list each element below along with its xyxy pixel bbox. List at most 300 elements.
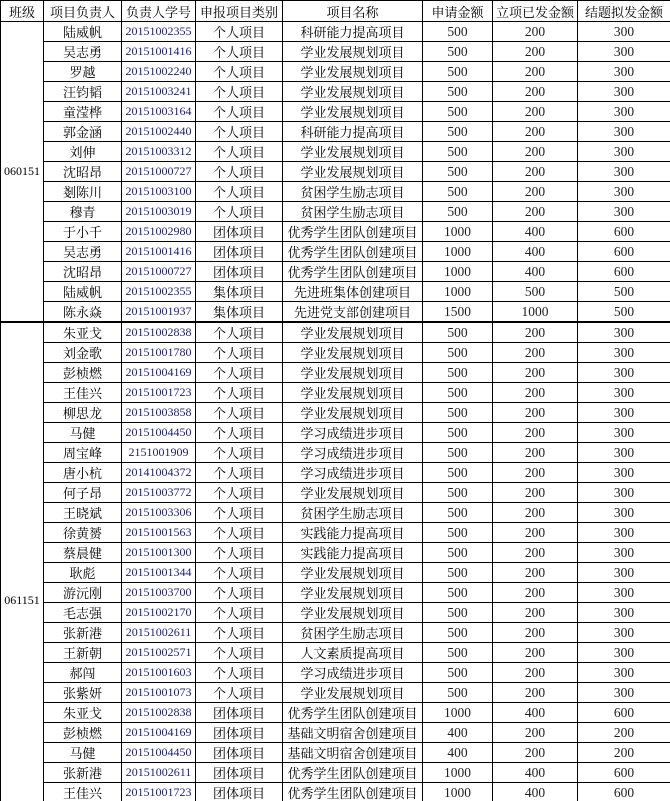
student-id-cell: 20151001723	[122, 783, 196, 801]
issued-amount-cell: 200	[493, 603, 578, 623]
table-row	[1, 162, 670, 182]
issued-amount-cell: 200	[493, 42, 578, 62]
final-amount-cell: 300	[578, 62, 670, 82]
category-cell: 个人项目	[196, 523, 283, 543]
final-amount-cell: 300	[578, 523, 670, 543]
project-name-cell: 优秀学生团队创建项目	[283, 242, 423, 262]
project-name-cell: 实践能力提高项目	[283, 543, 423, 563]
issued-amount-cell: 200	[493, 142, 578, 162]
student-id-cell: 20151004450	[122, 423, 196, 443]
student-id-cell: 20151001073	[122, 683, 196, 703]
applied-amount-cell: 500	[423, 403, 493, 423]
table-row	[1, 102, 670, 122]
applied-amount-cell: 500	[423, 82, 493, 102]
issued-amount-cell: 200	[493, 122, 578, 142]
issued-amount-cell: 500	[493, 282, 578, 302]
applied-amount-cell: 500	[423, 363, 493, 383]
applied-amount-cell: 500	[423, 463, 493, 483]
final-amount-cell: 300	[578, 142, 670, 162]
table-row	[1, 363, 670, 383]
category-cell: 个人项目	[196, 142, 283, 162]
table-row	[1, 62, 670, 82]
project-name-cell: 学业发展规划项目	[283, 683, 423, 703]
project-name-cell: 贫困学生励志项目	[283, 503, 423, 523]
final-amount-cell: 300	[578, 603, 670, 623]
applied-amount-cell: 1000	[423, 703, 493, 723]
project-name-cell: 学业发展规划项目	[283, 403, 423, 423]
leader-name-cell: 蔡晨健	[44, 543, 122, 563]
project-name-cell: 学习成绩进步项目	[283, 463, 423, 483]
category-cell: 个人项目	[196, 42, 283, 62]
leader-name-cell: 沈昭昂	[44, 162, 122, 182]
project-name-cell: 优秀学生团队创建项目	[283, 222, 423, 242]
issued-amount-cell: 200	[493, 383, 578, 403]
final-amount-cell: 300	[578, 343, 670, 363]
applied-amount-cell: 500	[423, 523, 493, 543]
applied-amount-cell: 1000	[423, 262, 493, 282]
applied-amount-cell: 1000	[423, 242, 493, 262]
applied-amount-cell: 500	[423, 122, 493, 142]
final-amount-cell: 200	[578, 743, 670, 763]
student-id-cell: 20151003858	[122, 403, 196, 423]
leader-name-cell: 陆威帆	[44, 282, 122, 302]
category-cell: 个人项目	[196, 62, 283, 82]
leader-name-cell: 张新港	[44, 763, 122, 783]
column-header-issued: 立项已发金额	[493, 1, 578, 22]
leader-name-cell: 朱亚戈	[44, 703, 122, 723]
applied-amount-cell: 500	[423, 62, 493, 82]
table-row	[1, 322, 670, 343]
issued-amount-cell: 200	[493, 623, 578, 643]
leader-name-cell: 徐黄赟	[44, 523, 122, 543]
final-amount-cell: 600	[578, 703, 670, 723]
final-amount-cell: 300	[578, 423, 670, 443]
leader-name-cell: 毛志强	[44, 603, 122, 623]
project-name-cell: 学业发展规划项目	[283, 142, 423, 162]
category-cell: 个人项目	[196, 443, 283, 463]
issued-amount-cell: 400	[493, 262, 578, 282]
category-cell: 团体项目	[196, 222, 283, 242]
category-cell: 个人项目	[196, 643, 283, 663]
category-cell: 个人项目	[196, 182, 283, 202]
final-amount-cell: 300	[578, 403, 670, 423]
issued-amount-cell: 400	[493, 703, 578, 723]
final-amount-cell: 300	[578, 643, 670, 663]
table-row	[1, 523, 670, 543]
student-id-cell: 20151003100	[122, 182, 196, 202]
table-row	[1, 42, 670, 62]
project-name-cell: 优秀学生团队创建项目	[283, 703, 423, 723]
category-cell: 个人项目	[196, 623, 283, 643]
final-amount-cell: 600	[578, 222, 670, 242]
issued-amount-cell: 400	[493, 222, 578, 242]
project-name-cell: 学业发展规划项目	[283, 62, 423, 82]
final-amount-cell: 300	[578, 563, 670, 583]
column-header-applied: 申请金额	[423, 1, 493, 22]
applied-amount-cell: 500	[423, 22, 493, 42]
project-name-cell: 学业发展规划项目	[283, 563, 423, 583]
applied-amount-cell: 500	[423, 583, 493, 603]
project-name-cell: 学业发展规划项目	[283, 383, 423, 403]
project-name-cell: 科研能力提高项目	[283, 22, 423, 42]
leader-name-cell: 郭金涵	[44, 122, 122, 142]
category-cell: 个人项目	[196, 102, 283, 122]
student-id-cell: 20151001780	[122, 343, 196, 363]
category-cell: 个人项目	[196, 463, 283, 483]
student-id-cell: 20151000727	[122, 162, 196, 182]
table-row	[1, 703, 670, 723]
table-row	[1, 182, 670, 202]
leader-name-cell: 张紫妍	[44, 683, 122, 703]
project-name-cell: 学业发展规划项目	[283, 102, 423, 122]
final-amount-cell: 300	[578, 463, 670, 483]
final-amount-cell: 200	[578, 723, 670, 743]
category-cell: 个人项目	[196, 663, 283, 683]
project-name-cell: 学习成绩进步项目	[283, 423, 423, 443]
applied-amount-cell: 1000	[423, 763, 493, 783]
applied-amount-cell: 500	[423, 643, 493, 663]
table-row	[1, 142, 670, 162]
leader-name-cell: 穆青	[44, 202, 122, 222]
issued-amount-cell: 200	[493, 663, 578, 683]
category-cell: 个人项目	[196, 82, 283, 102]
issued-amount-cell: 200	[493, 483, 578, 503]
leader-name-cell: 马健	[44, 423, 122, 443]
project-name-cell: 学业发展规划项目	[283, 82, 423, 102]
leader-name-cell: 何子昂	[44, 483, 122, 503]
issued-amount-cell: 200	[493, 423, 578, 443]
table-row	[1, 663, 670, 683]
final-amount-cell: 600	[578, 242, 670, 262]
leader-name-cell: 童滢桦	[44, 102, 122, 122]
final-amount-cell: 300	[578, 683, 670, 703]
applied-amount-cell: 500	[423, 322, 493, 343]
student-id-cell: 20151003700	[122, 583, 196, 603]
leader-name-cell: 彭桢燃	[44, 723, 122, 743]
issued-amount-cell: 200	[493, 683, 578, 703]
table-row	[1, 262, 670, 282]
class-id-label: 061151	[4, 593, 40, 607]
student-id-cell: 20151001344	[122, 563, 196, 583]
project-name-cell: 贫困学生励志项目	[283, 623, 423, 643]
leader-name-cell: 剗陈川	[44, 182, 122, 202]
issued-amount-cell: 200	[493, 723, 578, 743]
category-cell: 个人项目	[196, 343, 283, 363]
table-row	[1, 563, 670, 583]
leader-name-cell: 马健	[44, 743, 122, 763]
table-row	[1, 483, 670, 503]
student-id-cell: 20151002170	[122, 603, 196, 623]
issued-amount-cell: 200	[493, 543, 578, 563]
student-id-cell: 20151003164	[122, 102, 196, 122]
project-name-cell: 学习成绩进步项目	[283, 663, 423, 683]
issued-amount-cell: 200	[493, 363, 578, 383]
issued-amount-cell: 200	[493, 322, 578, 343]
table-row	[1, 22, 670, 42]
applied-amount-cell: 500	[423, 503, 493, 523]
student-id-cell: 20151003312	[122, 142, 196, 162]
category-cell: 团体项目	[196, 743, 283, 763]
final-amount-cell: 300	[578, 202, 670, 222]
issued-amount-cell: 400	[493, 763, 578, 783]
applied-amount-cell: 1500	[423, 302, 493, 323]
final-amount-cell: 300	[578, 543, 670, 563]
final-amount-cell: 600	[578, 763, 670, 783]
leader-name-cell: 陆威帆	[44, 22, 122, 42]
applied-amount-cell: 500	[423, 543, 493, 563]
header-row	[1, 1, 670, 22]
category-cell: 个人项目	[196, 322, 283, 343]
applied-amount-cell: 500	[423, 683, 493, 703]
project-name-cell: 贫困学生励志项目	[283, 182, 423, 202]
table-row	[1, 723, 670, 743]
category-cell: 个人项目	[196, 483, 283, 503]
category-cell: 个人项目	[196, 563, 283, 583]
applied-amount-cell: 500	[423, 343, 493, 363]
project-name-cell: 贫困学生励志项目	[283, 202, 423, 222]
leader-name-cell: 王佳兴	[44, 383, 122, 403]
student-id-cell: 20151002838	[122, 703, 196, 723]
applied-amount-cell: 500	[423, 202, 493, 222]
issued-amount-cell: 400	[493, 242, 578, 262]
table-row	[1, 763, 670, 783]
category-cell: 个人项目	[196, 122, 283, 142]
applied-amount-cell: 500	[423, 483, 493, 503]
category-cell: 个人项目	[196, 22, 283, 42]
student-id-cell: 20151002571	[122, 643, 196, 663]
category-cell: 个人项目	[196, 683, 283, 703]
category-cell: 个人项目	[196, 162, 283, 182]
leader-name-cell: 朱亚戈	[44, 322, 122, 343]
project-name-cell: 学业发展规划项目	[283, 343, 423, 363]
leader-name-cell: 耿彪	[44, 563, 122, 583]
applied-amount-cell: 400	[423, 723, 493, 743]
leader-name-cell: 刘金歌	[44, 343, 122, 363]
issued-amount-cell: 400	[493, 783, 578, 801]
applied-amount-cell: 500	[423, 142, 493, 162]
student-id-cell: 20151001416	[122, 242, 196, 262]
final-amount-cell: 300	[578, 322, 670, 343]
project-name-cell: 优秀学生团队创建项目	[283, 783, 423, 801]
applied-amount-cell: 500	[423, 423, 493, 443]
column-header-category: 申报项目类别	[196, 1, 283, 22]
applied-amount-cell: 500	[423, 182, 493, 202]
issued-amount-cell: 200	[493, 82, 578, 102]
student-id-cell: 20151000727	[122, 262, 196, 282]
table-row	[1, 222, 670, 242]
column-header-leader: 项目负责人	[44, 1, 122, 22]
leader-name-cell: 王晓斌	[44, 503, 122, 523]
final-amount-cell: 300	[578, 663, 670, 683]
table-row	[1, 643, 670, 663]
table-row	[1, 603, 670, 623]
applied-amount-cell: 500	[423, 663, 493, 683]
issued-amount-cell: 200	[493, 62, 578, 82]
student-id-cell: 20151004169	[122, 363, 196, 383]
applied-amount-cell: 500	[423, 603, 493, 623]
table-row	[1, 343, 670, 363]
project-name-cell: 基础文明宿舍创建项目	[283, 743, 423, 763]
issued-amount-cell: 200	[493, 403, 578, 423]
leader-name-cell: 张新港	[44, 623, 122, 643]
student-id-cell: 20151001300	[122, 543, 196, 563]
category-cell: 团体项目	[196, 723, 283, 743]
final-amount-cell: 300	[578, 383, 670, 403]
student-id-cell: 20151002240	[122, 62, 196, 82]
category-cell: 团体项目	[196, 763, 283, 783]
issued-amount-cell: 200	[493, 463, 578, 483]
issued-amount-cell: 200	[493, 202, 578, 222]
student-id-cell: 20151003019	[122, 202, 196, 222]
table-row	[1, 623, 670, 643]
column-header-final: 结题拟发金额	[578, 1, 670, 22]
issued-amount-cell: 200	[493, 563, 578, 583]
table-row	[1, 683, 670, 703]
final-amount-cell: 500	[578, 282, 670, 302]
leader-name-cell: 陈永焱	[44, 302, 122, 323]
final-amount-cell: 300	[578, 182, 670, 202]
table-row	[1, 82, 670, 102]
category-cell: 个人项目	[196, 403, 283, 423]
student-id-cell: 20151002838	[122, 322, 196, 343]
table-row	[1, 383, 670, 403]
issued-amount-cell: 200	[493, 162, 578, 182]
student-id-cell: 20151001563	[122, 523, 196, 543]
final-amount-cell: 300	[578, 102, 670, 122]
student-id-cell: 20151002440	[122, 122, 196, 142]
project-name-cell: 学业发展规划项目	[283, 162, 423, 182]
leader-name-cell: 王佳兴	[44, 783, 122, 801]
project-name-cell: 基础文明宿舍创建项目	[283, 723, 423, 743]
final-amount-cell: 600	[578, 262, 670, 282]
project-name-cell: 人文素质提高项目	[283, 643, 423, 663]
table-row	[1, 503, 670, 523]
project-name-cell: 先进班集体创建项目	[283, 282, 423, 302]
leader-name-cell: 刘伸	[44, 142, 122, 162]
category-cell: 集体项目	[196, 282, 283, 302]
student-id-cell: 20151004169	[122, 723, 196, 743]
leader-name-cell: 唐小杭	[44, 463, 122, 483]
applied-amount-cell: 400	[423, 743, 493, 763]
project-name-cell: 学习成绩进步项目	[283, 443, 423, 463]
final-amount-cell: 300	[578, 363, 670, 383]
student-id-cell: 20151001937	[122, 302, 196, 323]
category-cell: 团体项目	[196, 783, 283, 801]
applied-amount-cell: 500	[423, 443, 493, 463]
applied-amount-cell: 500	[423, 102, 493, 122]
final-amount-cell: 300	[578, 503, 670, 523]
category-cell: 个人项目	[196, 383, 283, 403]
leader-name-cell: 周宝峰	[44, 443, 122, 463]
column-header-id: 负责人学号	[122, 1, 196, 22]
column-header-class: 班级	[1, 1, 44, 22]
leader-name-cell: 汪钧韬	[44, 82, 122, 102]
student-id-cell: 20141004372	[122, 463, 196, 483]
table-row	[1, 242, 670, 262]
table-row	[1, 122, 670, 142]
category-cell: 团体项目	[196, 242, 283, 262]
applied-amount-cell: 500	[423, 623, 493, 643]
leader-name-cell: 柳思龙	[44, 403, 122, 423]
leader-name-cell: 彭桢燃	[44, 363, 122, 383]
student-id-cell: 20151002980	[122, 222, 196, 242]
category-cell: 集体项目	[196, 302, 283, 323]
student-id-cell: 20151002611	[122, 623, 196, 643]
issued-amount-cell: 200	[493, 22, 578, 42]
final-amount-cell: 300	[578, 22, 670, 42]
project-name-cell: 学业发展规划项目	[283, 483, 423, 503]
issued-amount-cell: 200	[493, 443, 578, 463]
table-row	[1, 403, 670, 423]
student-id-cell: 20151003241	[122, 82, 196, 102]
class-id-cell	[1, 322, 44, 801]
table-row	[1, 423, 670, 443]
table-row	[1, 583, 670, 603]
final-amount-cell: 500	[578, 302, 670, 323]
project-name-cell: 优秀学生团队创建项目	[283, 262, 423, 282]
student-id-cell: 20151002355	[122, 282, 196, 302]
student-id-cell: 20151001723	[122, 383, 196, 403]
issued-amount-cell: 200	[493, 583, 578, 603]
issued-amount-cell: 200	[493, 343, 578, 363]
leader-name-cell: 王新朝	[44, 643, 122, 663]
leader-name-cell: 罗越	[44, 62, 122, 82]
table-row	[1, 543, 670, 563]
applied-amount-cell: 500	[423, 42, 493, 62]
class-id-cell	[1, 22, 44, 323]
applied-amount-cell: 1000	[423, 783, 493, 801]
applied-amount-cell: 500	[423, 383, 493, 403]
final-amount-cell: 300	[578, 42, 670, 62]
category-cell: 个人项目	[196, 423, 283, 443]
table-row	[1, 202, 670, 222]
issued-amount-cell: 200	[493, 182, 578, 202]
table-row	[1, 743, 670, 763]
category-cell: 个人项目	[196, 603, 283, 623]
student-id-cell: 20151002355	[122, 22, 196, 42]
student-id-cell: 20151004450	[122, 743, 196, 763]
table-row	[1, 443, 670, 463]
final-amount-cell: 300	[578, 623, 670, 643]
student-id-cell: 20151003772	[122, 483, 196, 503]
table-row	[1, 282, 670, 302]
applied-amount-cell: 500	[423, 563, 493, 583]
student-id-cell: 20151001416	[122, 42, 196, 62]
project-name-cell: 优秀学生团队创建项目	[283, 763, 423, 783]
project-name-cell: 学业发展规划项目	[283, 363, 423, 383]
category-cell: 个人项目	[196, 543, 283, 563]
leader-name-cell: 于小千	[44, 222, 122, 242]
column-header-project: 项目名称	[283, 1, 423, 22]
issued-amount-cell: 200	[493, 643, 578, 663]
final-amount-cell: 300	[578, 483, 670, 503]
table-row	[1, 302, 670, 323]
student-id-cell: 20151002611	[122, 763, 196, 783]
project-name-cell: 学业发展规划项目	[283, 603, 423, 623]
issued-amount-cell: 200	[493, 503, 578, 523]
student-id-cell: 20151001603	[122, 663, 196, 683]
category-cell: 个人项目	[196, 202, 283, 222]
project-name-cell: 先进党支部创建项目	[283, 302, 423, 323]
issued-amount-cell: 200	[493, 743, 578, 763]
student-id-cell: 2151001909	[122, 443, 196, 463]
category-cell: 个人项目	[196, 503, 283, 523]
leader-name-cell: 吴志勇	[44, 242, 122, 262]
category-cell: 个人项目	[196, 363, 283, 383]
student-id-cell: 20151003306	[122, 503, 196, 523]
final-amount-cell: 600	[578, 783, 670, 801]
project-name-cell: 学业发展规划项目	[283, 322, 423, 343]
